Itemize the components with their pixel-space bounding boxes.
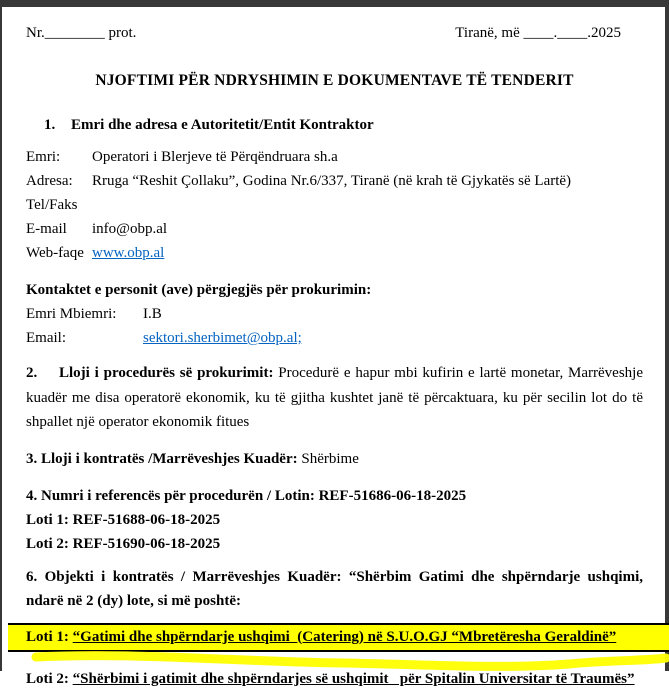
section1-heading-text: Emri dhe adresa e Autoritetit/Entit Kontraktor: [71, 117, 374, 133]
lot2-title: “Shërbimi i gatimit dhe shpërndarjes së ushqimit për Spitalin Universitar të Traumës”: [73, 671, 635, 687]
detail-row-emri: [26, 145, 643, 169]
contact-name-value: I.B: [143, 302, 162, 326]
viewer-top-bar: [0, 0, 669, 7]
email-label: E-mail: [26, 217, 92, 241]
lot2-prefix: Loti 2:: [26, 671, 73, 687]
section6-paragraph: 6. Objekti i kontratës / Marrëveshjes Kuadër: “Shërbim Gatimi dhe shpërndarje ushqimi, ndarë në 2 (dy) lote, si më poshtë:: [26, 565, 643, 614]
document-title: NJOFTIMI PËR NDRYSHIMIN E DOKUMENTAVE TË TENDERIT: [26, 72, 643, 90]
document-page: [0, 7, 669, 691]
section3-line: [26, 447, 643, 471]
lot1-reference: Loti 1: REF-51688-06-18-2025: [26, 508, 643, 532]
section3-label: 3. Lloji i kontratës /Marrëveshjes Kuadër:: [26, 451, 298, 467]
contact-email-label: Email:: [26, 326, 143, 350]
lot2-reference: Loti 2: REF-51690-06-18-2025: [26, 532, 643, 556]
protocol-header: [26, 25, 643, 42]
contact-name-label: Emri Mbiemri:: [26, 302, 143, 326]
detail-row-webfaqe: [26, 241, 643, 265]
section2-text: Procedurë e hapur mbi kufirin e lartë monetar, Marrëveshje kuadër me disa operatorë ekonomik, ku të gjitha kushtet janë të përcaktuara, ku për secilin lot do të shpallet një operator ekonomik fitues: [26, 365, 647, 430]
section4-heading: 4. Numri i referencës për procedurën / Lotin: REF-51686-06-18-2025: [26, 484, 643, 508]
protocol-number-line: Nr.________ prot.: [26, 25, 136, 42]
detail-row-adresa: [26, 169, 643, 193]
telfaks-label: Tel/Faks: [26, 193, 92, 217]
section3-value: Shërbime: [298, 451, 359, 467]
contact-name-row: [26, 302, 643, 326]
section2-number: 2.: [26, 361, 59, 386]
detail-row-telfaks: [26, 193, 643, 217]
section2-paragraph: [26, 361, 643, 435]
date-line: Tiranë, më ____.____.2025: [455, 25, 621, 42]
lot1-prefix: Loti 1:: [26, 629, 73, 645]
authority-details: [26, 145, 643, 265]
contact-email-link[interactable]: sektori.sherbimet@obp.al;: [143, 326, 302, 350]
adresa-value: Rruga “Reshit Çollaku”, Godina Nr.6/337, Tiranë (në krah të Gjykatës së Lartë): [92, 169, 571, 193]
lot1-title: “Gatimi dhe shpërndarje ushqimi (Catering) në S.U.O.GJ “Mbretëresha Geraldinë”: [73, 629, 617, 645]
detail-row-email: [26, 217, 643, 241]
contacts-heading: Kontaktet e personit (ave) përgjegjës për prokurimin:: [26, 278, 643, 302]
lot1-highlighted-row: [8, 623, 669, 652]
lot2-row: [26, 667, 643, 691]
contact-email-row: [26, 326, 643, 350]
section4-block: [26, 484, 643, 556]
webfaqe-link[interactable]: www.obp.al: [92, 241, 164, 265]
emri-label: Emri:: [26, 145, 92, 169]
section1-number: 1.: [44, 117, 71, 134]
webfaqe-label: Web-faqe: [26, 241, 92, 265]
adresa-label: Adresa:: [26, 169, 92, 193]
email-value: info@obp.al: [92, 217, 167, 241]
emri-value: Operatori i Blerjeve të Përqëndruara sh.a: [92, 145, 338, 169]
section2-label: Lloji i procedurës së prokurimit:: [59, 365, 273, 381]
section1-heading: [26, 117, 643, 134]
